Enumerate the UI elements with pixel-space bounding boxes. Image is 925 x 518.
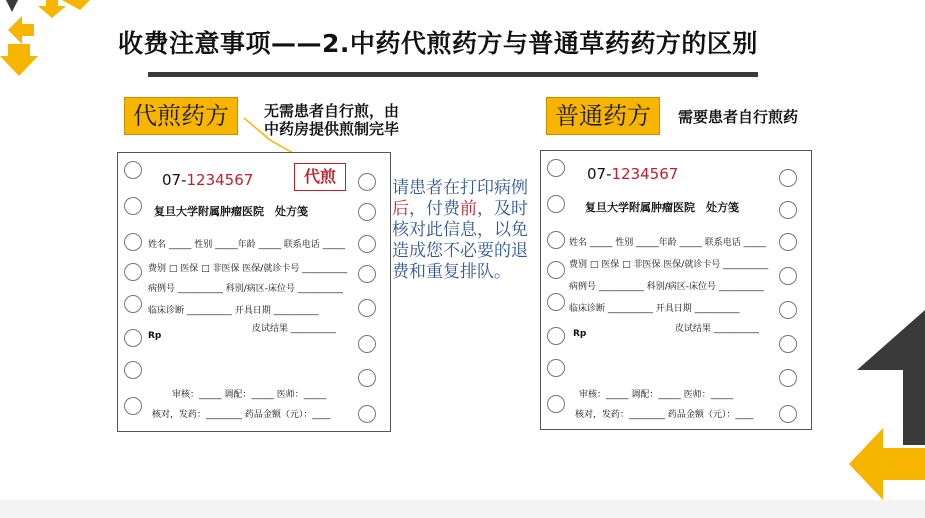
corner-arrows-decoration (0, 0, 100, 80)
punch-hole (779, 201, 797, 219)
decoction-note-line2: 中药房提供煎制完毕 (264, 120, 400, 138)
punch-hole (124, 197, 142, 215)
form-row-skintest: 皮试结果 __________ (675, 324, 759, 334)
form-row-insurance: 费别 □ 医保 □ 非医保 医保/就诊卡号 __________ (569, 260, 769, 270)
form-row-name: 姓名 _____ 性别 _____年龄 _____ 联系电话 _____ (148, 240, 346, 250)
form-row-dispense: 核对，发药：________ 药品金额（元）：____ (575, 410, 754, 420)
punch-hole (358, 203, 376, 221)
phone-prefix: 07- (587, 165, 612, 183)
form-row-case: 病例号 __________ 科别/病区-床位号 __________ (569, 282, 764, 292)
prescription-form-right (540, 150, 812, 430)
punch-hole (358, 405, 376, 423)
form-row-insurance: 费别 □ 医保 □ 非医保 医保/就诊卡号 __________ (148, 264, 348, 274)
phone-prefix: 07- (162, 171, 187, 189)
punch-hole (779, 301, 797, 319)
phone-number (162, 171, 253, 189)
title-underline (148, 72, 758, 77)
form-row-diagnosis: 临床诊断 __________ 开具日期 __________ (569, 304, 740, 314)
punch-hole (779, 169, 797, 187)
punch-hole (124, 263, 142, 281)
rp-label: Rp (573, 329, 587, 339)
instruction-part: ，及时核对此信息，以免造成您不必要的退费和重复排队。 (392, 199, 528, 282)
decoction-stamp: 代煎 (294, 163, 346, 191)
punch-hole (547, 195, 565, 213)
punch-hole (124, 361, 142, 379)
punch-hole (547, 395, 565, 413)
form-row-diagnosis: 临床诊断 __________ 开具日期 __________ (148, 306, 319, 316)
instruction-highlight: 前 (460, 199, 477, 219)
instruction-highlight: 后 (392, 199, 409, 219)
regular-tag: 普通药方 (546, 97, 660, 135)
rp-label: Rp (148, 331, 162, 341)
punch-hole (547, 231, 565, 249)
instruction-part: 请患者在打印病例 (392, 178, 528, 198)
punch-hole (547, 293, 565, 311)
prescription-form-left (117, 152, 391, 432)
punch-hole (547, 327, 565, 345)
punch-hole (779, 335, 797, 353)
punch-hole (124, 329, 142, 347)
punch-hole (547, 159, 565, 177)
form-row-review: 审核：_____ 调配：_____ 医师：_____ (579, 390, 734, 400)
form-row-dispense: 核对，发药：________ 药品金额（元）：____ (152, 410, 331, 420)
punch-hole (779, 233, 797, 251)
form-row-case: 病例号 __________ 科别/病区-床位号 __________ (148, 284, 343, 294)
punch-hole (358, 173, 376, 191)
hospital-name: 复旦大学附属肿瘤医院 处方笺 (585, 201, 739, 214)
corner-arrows-decoration-right (845, 310, 925, 505)
punch-hole (779, 369, 797, 387)
phone-number (587, 165, 678, 183)
decoction-note-line1: 无需患者自行煎，由 (264, 102, 400, 120)
decoction-tag: 代煎药方 (124, 97, 238, 135)
instruction-text (392, 178, 540, 283)
punch-hole (124, 295, 142, 313)
page-title: 收费注意事项——2.中药代煎药方与普通草药药方的区别 (118, 29, 758, 58)
punch-hole (358, 369, 376, 387)
hospital-name: 复旦大学附属肿瘤医院 处方笺 (154, 205, 308, 218)
phone-digits: 1234567 (186, 171, 254, 189)
punch-hole (124, 397, 142, 415)
punch-hole (358, 335, 376, 353)
punch-hole (358, 299, 376, 317)
punch-hole (779, 405, 797, 423)
punch-hole (358, 235, 376, 253)
regular-note: 需要患者自行煎药 (678, 108, 799, 126)
form-row-review: 审核：_____ 调配：_____ 医师：_____ (172, 390, 327, 400)
punch-hole (124, 233, 142, 251)
bottom-band (0, 500, 925, 518)
punch-hole (547, 261, 565, 279)
phone-digits: 1234567 (611, 165, 679, 183)
punch-hole (358, 265, 376, 283)
punch-hole (547, 359, 565, 377)
instruction-part: ，付费 (409, 199, 460, 219)
form-row-name: 姓名 _____ 性别 _____年龄 _____ 联系电话 _____ (569, 238, 767, 248)
punch-hole (124, 161, 142, 179)
form-row-skintest: 皮试结果 __________ (252, 324, 336, 334)
punch-hole (779, 267, 797, 285)
